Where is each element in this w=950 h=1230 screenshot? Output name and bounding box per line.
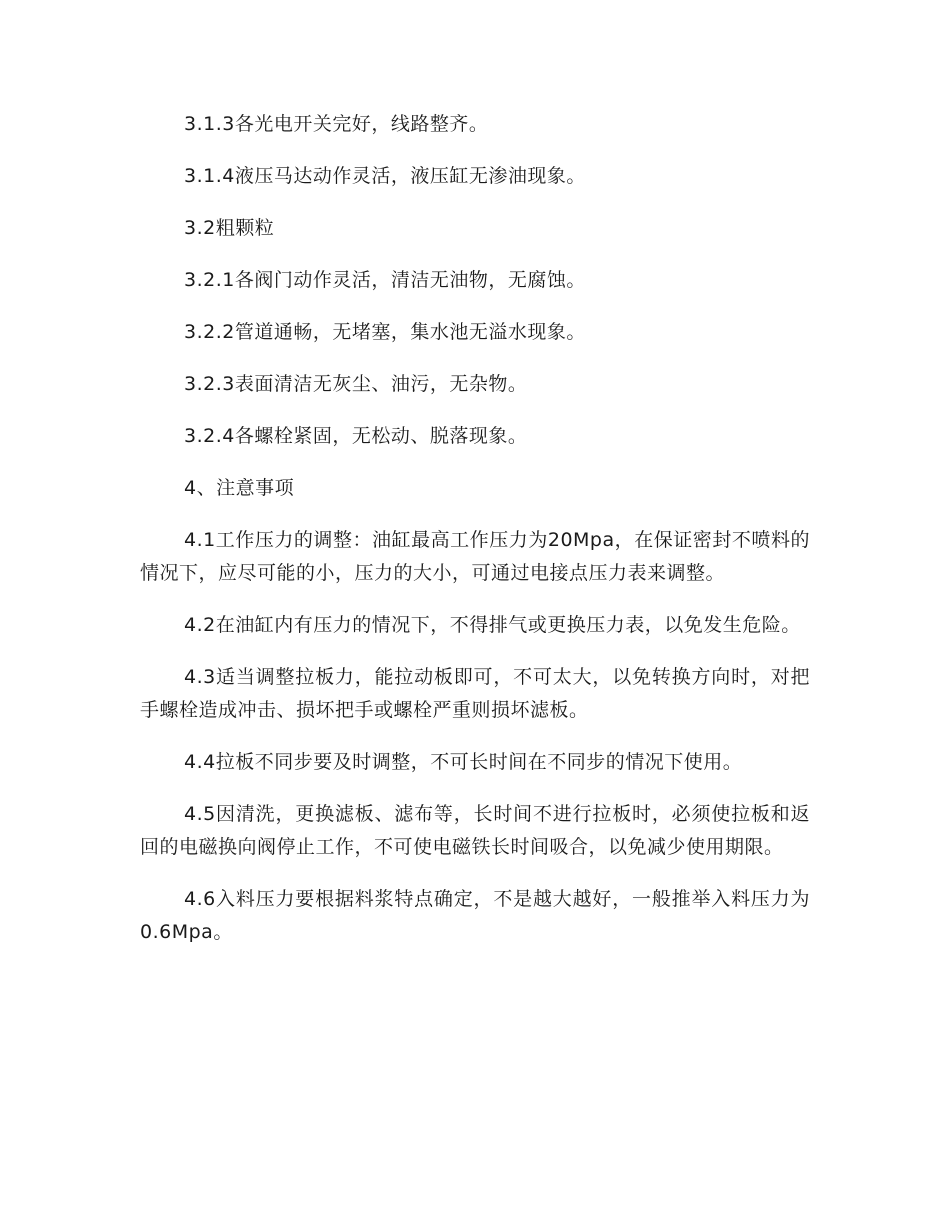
paragraph-4-2: 4.2在油缸内有压力的情况下，不得排气或更换压力表，以免发生危险。 [184, 614, 801, 636]
document-body [140, 108, 810, 949]
paragraph-3-2-2: 3.2.2管道通畅，无堵塞，集水池无溢水现象。 [184, 321, 586, 343]
paragraph-4-5: 4.5因清洗，更换滤板、滤布等，长时间不进行拉板时，必须使拉板和返回的电磁换向阀停止工作，不可使电磁铁长时间吸合，以免减少使用期限。 [140, 803, 810, 858]
paragraph-3-2-3: 3.2.3表面清洁无灰尘、油污，无杂物。 [184, 373, 528, 395]
paragraph-4-3: 4.3适当调整拉板力，能拉动板即可，不可太大，以免转换方向时，对把手螺栓造成冲击、损坏把手或螺栓严重则损坏滤板。 [140, 666, 810, 721]
paragraph-3-2-4: 3.2.4各螺栓紧固，无松动、脱落现象。 [184, 425, 528, 447]
heading-3-2: 3.2粗颗粒 [184, 217, 275, 239]
paragraph-4-4: 4.4拉板不同步要及时调整，不可长时间在不同步的情况下使用。 [184, 751, 743, 773]
paragraph-3-2-1: 3.2.1各阀门动作灵活，清洁无油物，无腐蚀。 [184, 269, 586, 291]
paragraph-3-1-4: 3.1.4液压马达动作灵活，液压缸无渗油现象。 [184, 165, 586, 187]
paragraph-4-6: 4.6入料压力要根据料浆特点确定，不是越大越好，一般推举入料压力为0.6Mpa。 [140, 888, 810, 943]
paragraph-3-1-3: 3.1.3各光电开关完好，线路整齐。 [184, 113, 489, 135]
paragraph-4-1: 4.1工作压力的调整：油缸最高工作压力为20Mpa，在保证密封不喷料的情况下，应尽可能的小，压力的大小，可通过电接点压力表来调整。 [140, 529, 810, 584]
heading-4: 4、注意事项 [184, 477, 295, 499]
